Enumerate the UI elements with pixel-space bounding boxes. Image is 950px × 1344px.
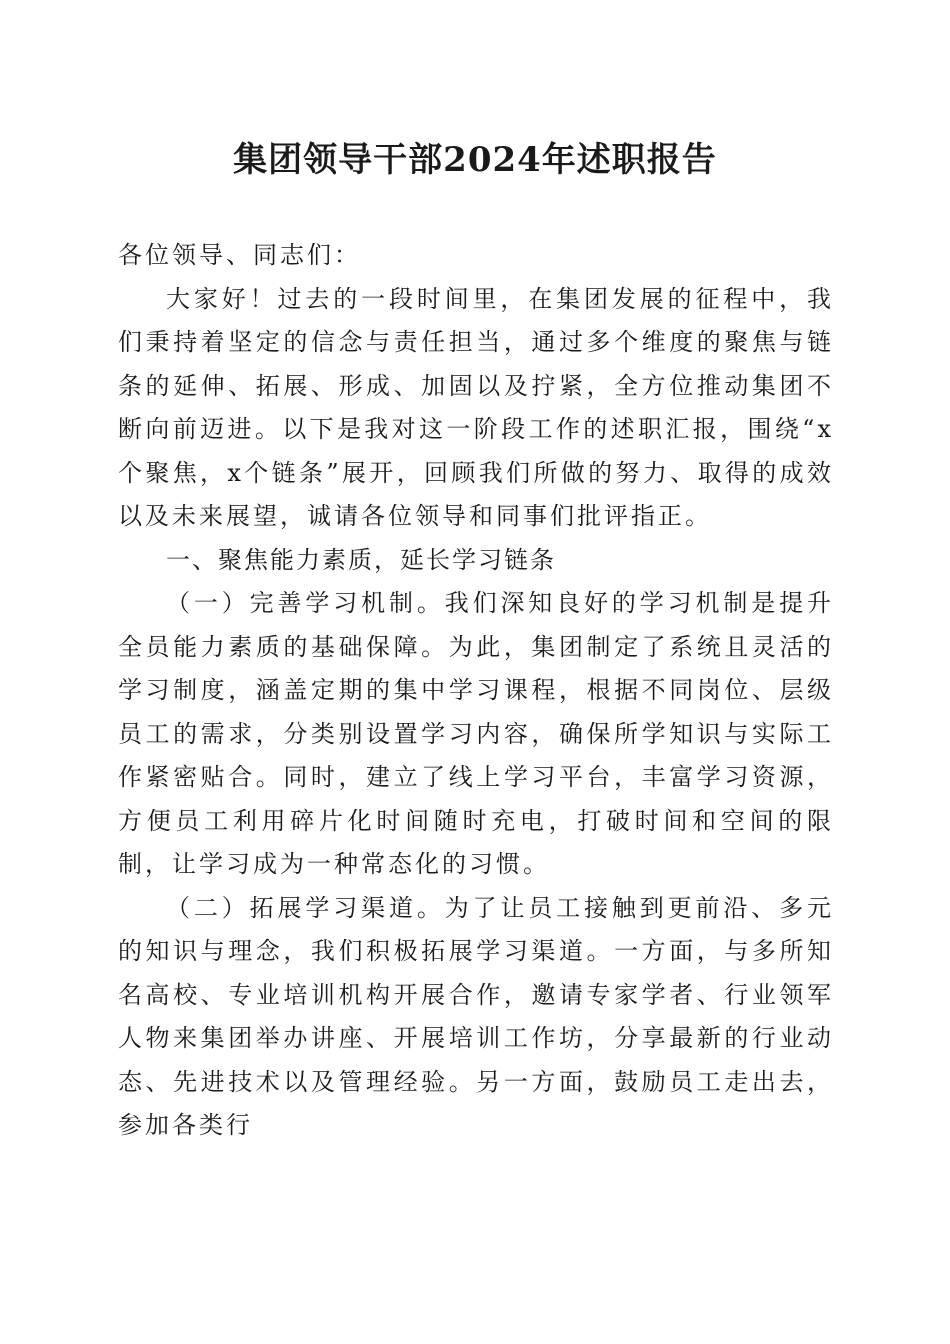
- subsection-paragraph-2: [118, 887, 834, 1148]
- document-title: 集团领导干部2024年述职报告: [233, 140, 717, 180]
- document-body: [118, 234, 834, 1148]
- section-heading-1: 一、聚焦能力素质，延长学习链条: [166, 545, 556, 574]
- subsection-title-2: （二）拓展学习渠道。: [166, 893, 445, 922]
- subsection-text-1: 我们深知良好的学习机制是提升全员能力素质的基础保障。为此，集团制定了系统且灵活的学习制度，涵盖定期的集中学习课程，根据不同岗位、层级员工的需求，分类别设置学习内容，确保所学知识与实际工作紧密贴合。同时，建立了线上学习平台，丰富学习资源，方便员工利用碎片化时间随时充电，打破时间和空间的限制，让学习成为一种常态化的习惯。: [118, 589, 835, 878]
- salutation: 各位领导、同志们：: [118, 241, 361, 269]
- intro-paragraph: 大家好！过去的一段时间里，在集团发展的征程中，我们秉持着坚定的信念与责任担当，通过多个维度的聚焦与链条的延伸、拓展、形成、加固以及拧紧，全方位推动集团不断向前迈进。以下是我对这一阶段工作的述职汇报，围绕“x个聚焦，x个链条”展开，回顾我们所做的努力、取得的成效以及未来展望，诚请各位领导和同事们批评指正。: [118, 284, 834, 530]
- subsection-text-2: 为了让员工接触到更前沿、多元的知识与理念，我们积极拓展学习渠道。一方面，与多所知名高校、专业培训机构开展合作，邀请专家学者、行业领军人物来集团举办讲座、开展培训工作坊，分享最新的行业动态、先进技术以及管理经验。另一方面，鼓励员工走出去，参加各类行: [118, 893, 835, 1139]
- subsection-paragraph-1: [118, 582, 834, 887]
- subsection-title-1: （一）完善学习机制。: [166, 589, 445, 617]
